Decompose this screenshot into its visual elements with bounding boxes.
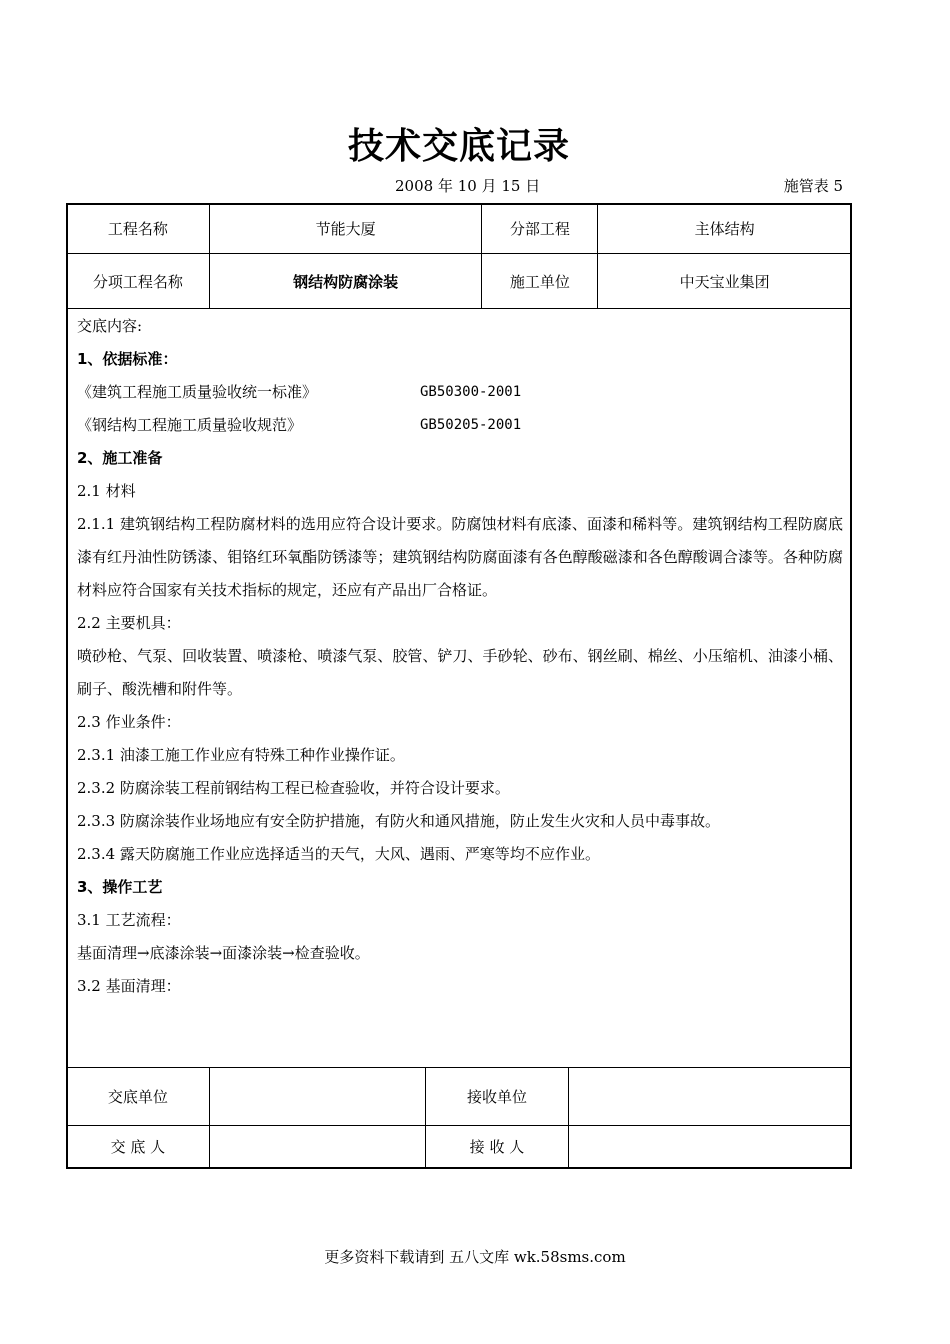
paragraph-2-3-4: 2.3.4 露天防腐施工作业应选择适当的天气，大风、遇雨、严寒等均不应作业。	[77, 845, 600, 863]
footer-note: 更多资料下载请到 五八文库 wk.58sms.com	[324, 1248, 626, 1266]
record-frame	[66, 203, 852, 1169]
standard-ref-2	[77, 409, 843, 442]
paragraph-2-3-1: 2.3.1 油漆工施工作业应有特殊工种作业操作证。	[77, 746, 405, 764]
subsection-2-3: 2.3 作业条件：	[77, 713, 181, 731]
standard-code: GB50300-2001	[420, 384, 522, 400]
receive-unit-field[interactable]	[569, 1068, 852, 1126]
subitem-value: 钢结构防腐涂装	[209, 254, 482, 309]
subitem-label: 分项工程名称	[67, 254, 210, 309]
header-table	[66, 203, 852, 309]
section-2-heading: 2、施工准备	[77, 449, 163, 467]
project-name-value: 节能大厦	[209, 204, 482, 254]
subsection-2-2: 2.2 主要机具：	[77, 614, 181, 632]
division-value: 主体结构	[598, 204, 852, 254]
record-date: 2008 年 10 月 15 日	[395, 177, 541, 195]
project-name-label: 工程名称	[67, 204, 210, 254]
receiver-label: 接 收 人	[425, 1126, 569, 1168]
subsection-3-1: 3.1 工艺流程：	[77, 911, 181, 929]
signoff-table	[66, 1067, 852, 1168]
unit-label: 施工单位	[482, 254, 598, 309]
deliverer-field[interactable]	[209, 1126, 425, 1168]
division-label: 分部工程	[482, 204, 598, 254]
section-3-heading: 3、操作工艺	[77, 878, 163, 896]
deliver-unit-field[interactable]	[209, 1068, 425, 1126]
disclosure-content	[77, 310, 843, 1003]
standard-name: 《建筑工程施工质量验收统一标准》	[77, 383, 318, 401]
standard-ref-1	[77, 376, 843, 409]
content-intro: 交底内容:	[77, 317, 143, 335]
standard-code: GB50205-2001	[420, 417, 522, 433]
paragraph-2-2: 喷砂枪、气泵、回收装置、喷漆枪、喷漆气泵、胶管、铲刀、手砂轮、砂布、钢丝刷、棉丝、小压缩机、油漆小桶、刷子、酸洗槽和附件等。	[77, 647, 843, 698]
receiver-field[interactable]	[569, 1126, 852, 1168]
page-title: 技术交底记录	[347, 126, 570, 167]
unit-value: 中天宝业集团	[598, 254, 852, 309]
paragraph-2-3-2: 2.3.2 防腐涂装工程前钢结构工程已检查验收，并符合设计要求。	[77, 779, 510, 797]
deliverer-label: 交 底 人	[67, 1126, 210, 1168]
paragraph-2-3-3: 2.3.3 防腐涂装作业场地应有安全防护措施，有防火和通风措施，防止发生火灾和人员中毒事故。	[77, 812, 720, 830]
subsection-3-2: 3.2 基面清理：	[77, 977, 181, 995]
form-number: 施管表 5	[783, 177, 843, 195]
receive-unit-label: 接收单位	[425, 1068, 569, 1126]
deliver-unit-label: 交底单位	[67, 1068, 210, 1126]
paragraph-2-1-1: 2.1.1 建筑钢结构工程防腐材料的选用应符合设计要求。防腐蚀材料有底漆、面漆和稀料等。建筑钢结构工程防腐底漆有红丹油性防锈漆、钼铬红环氧酯防锈漆等；建筑钢结构防腐面漆有各色醇酸磁漆和各色醇酸调合漆等。各种防腐材料应符合国家有关技术指标的规定，还应有产品出厂合格证。	[77, 515, 843, 599]
subsection-2-1: 2.1 材料	[77, 482, 136, 500]
paragraph-3-1: 基面清理→底漆涂装→面漆涂装→检查验收。	[77, 944, 370, 962]
section-1-heading: 1、依据标准：	[77, 350, 178, 368]
standard-name: 《钢结构工程施工质量验收规范》	[77, 416, 303, 434]
